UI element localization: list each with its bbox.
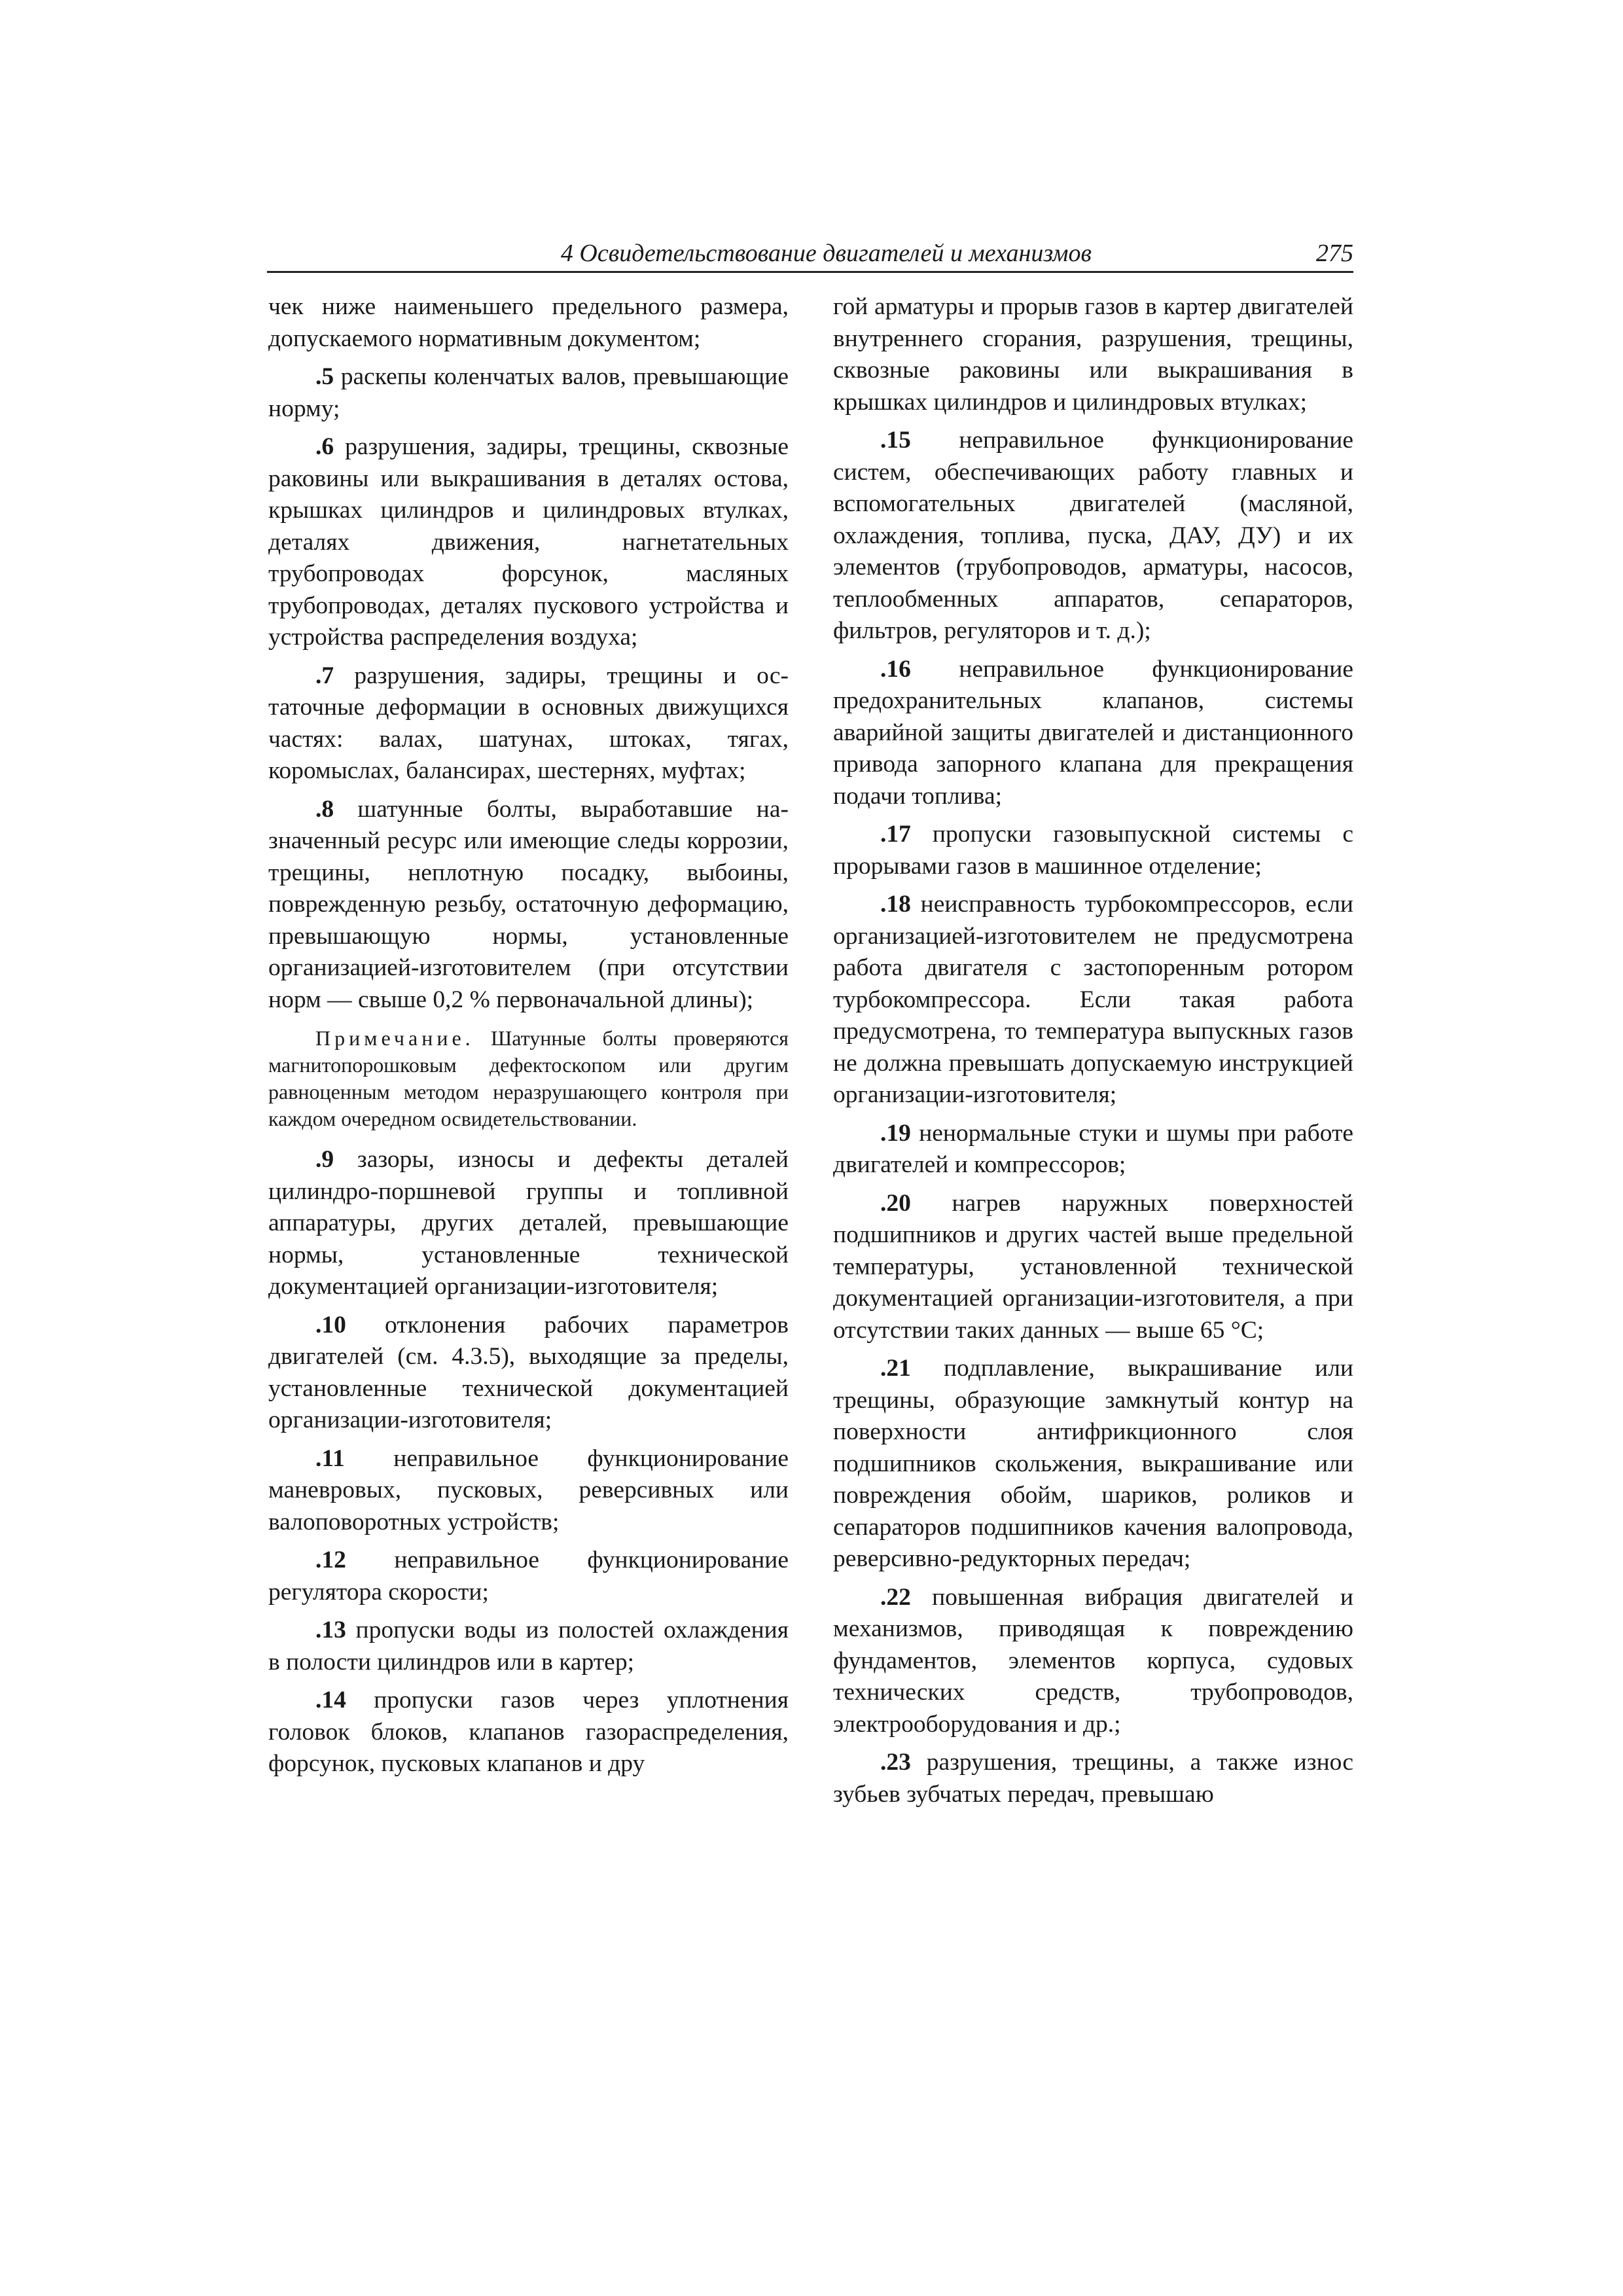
list-item [268,1685,789,1780]
note-paragraph [268,1025,789,1132]
list-item [268,660,789,787]
item-number: .7 [315,662,334,689]
item-number: .15 [880,427,911,454]
item-number: .12 [315,1547,346,1573]
item-text: неправильное функционирование предохранительных клапанов, системы аварийной защиты двигателей и дистанционного привода запорного клапана для прекращения подачи топлива; [833,655,1353,810]
left-column [268,291,789,1787]
item-text: пропуски газовыпускной системы с прорывами газов в машинное отделение; [833,821,1353,880]
item-number: .17 [880,821,911,848]
list-item [268,1615,789,1678]
item-number: .5 [315,363,334,390]
note-text: Шатунные болты проверяются магнитопорошковым дефектоскопом или другим равноценным методом неразрушающего контроля при каждом очередном освидетельствовании. [268,1026,789,1130]
list-item [833,425,1353,647]
item-number: .10 [315,1311,346,1338]
note-label: Примечание. [315,1026,474,1050]
item-text: пропуски газов через уплотнения головок блоков, клапанов газораспределения, форсунок, пусковых клапанов и дру [268,1687,789,1777]
item-text: ненормальные стуки и шумы при работе двигателей и компрессоров; [833,1119,1353,1178]
item-text: неправильное функционирование систем, обеспечивающих работу главных и вспомогательных двигателей (масляной, охлаждения, топлива, пуска, ДАУ, ДУ) и их элементов (трубопроводов, арматуры, насосов, теплообменных аппаратов, сепараторов, фильтров, регуляторов и т. д.); [833,427,1353,644]
item-number: .6 [315,433,334,460]
running-header [267,237,1353,273]
item-text: нагрев наружных поверхностей подшипников и других частей выше предельной температуры, установленной технической документацией организации-изготовителя, а при отсутствии таких данных — выше 65 °C; [833,1189,1353,1344]
chapter-title: 4 Освидетельствование двигателей и механизмов [560,240,1092,267]
item-text: пропуски воды из полостей охлаждения в полости цилиндров или в картер; [268,1617,789,1676]
right-column [833,291,1353,1817]
item-text: разрушения, задиры, трещины и остаточные деформации в основных движущихся частях: валах, шатунах, штоках, тягах, коромыслах, балансирах, шестернях, муфтах; [268,662,789,784]
list-item [268,1443,789,1539]
list-item [833,1747,1353,1810]
item-number: .20 [880,1189,911,1217]
item-text: неправильное функционирование маневровых, пусковых, реверсивных или валоповоротных устройств; [268,1444,789,1535]
list-item [833,1118,1353,1181]
list-item [268,1545,789,1608]
list-item [833,1582,1353,1741]
list-item [833,819,1353,882]
item-text: зазоры, износы и дефекты деталей цилиндро-поршневой группы и топливной аппаратуры, других деталей, превышающие нормы, установленные технической документацией организации-изготовителя; [268,1146,789,1300]
item-text: повышенная вибрация двигателей и механизмов, приводящая к повреждению фундаментов, элементов корпуса, судовых технических средств, трубопроводов, электрооборудования и др.; [833,1583,1353,1738]
continued-paragraph: чек ниже наименьшего предельного размера, допускаемого нормативным документом; [268,293,789,352]
item-text: шатунные болты, выработавшие назначенный ресурс или имеющие следы коррозии, трещины, неплотную посадку, выбоины, поврежденную резьбу, остаточную деформацию, превышающую нормы, установленные организацией-изготовителем (при отсутствии норм — свыше 0,2 % первоначальной длины); [268,795,789,1013]
item-text: неисправность турбокомпрессоров, если организацией-изготовителем не предусмотрена работа двигателя с застопоренным ротором турбокомпрессора. Если такая работа предусмотрена, то температура выпускных газов не должна превышать допускаемую инструкцией организации-изготовителя; [833,891,1353,1108]
list-item [268,361,789,425]
continued-paragraph: гой арматуры и прорыв газов в картер двигателей внутреннего сгорания, разрушения, трещины, сквозные раковины или выкрашивания в крышках цилиндров и цилиндровых втулках; [833,293,1353,416]
item-number: .11 [315,1444,345,1472]
item-number: .14 [315,1687,346,1713]
list-item [268,1144,789,1303]
item-number: .16 [880,655,911,683]
list-item [268,1310,789,1437]
item-text: разрушения, задиры, трещины, сквозные раковины или выкрашивания в деталях остова, крышках цилиндров и цилиндровых втулках, деталях движения, нагнетательных трубопроводах форсунок, масляных трубопроводах, деталях пускового устройства и устройства распределения воздуха; [268,433,789,651]
item-number: .8 [315,795,334,823]
item-number: .18 [880,891,911,918]
list-item [833,654,1353,813]
item-number: .22 [880,1583,911,1611]
item-text: разрушения, трещины, а также износ зубьев зубчатых передач, превышаю [833,1749,1353,1808]
list-item [833,889,1353,1111]
item-number: .19 [880,1119,911,1147]
item-number: .9 [315,1146,334,1173]
list-item [268,794,789,1016]
list-item [268,431,789,654]
list-item [833,1188,1353,1347]
list-item [833,1353,1353,1575]
item-text: раскепы коленчатых валов, превышающие норму; [268,363,789,422]
item-text: неправильное функционирование регулятора скорости; [268,1547,789,1605]
item-text: подплавление, выкрашивание или трещины, образующие замкнутый контур на поверхности антифрикционного слоя подшипников скольжения, выкрашивание или повреждения обойм, шариков, роликов и сепараторов подшипников качения валопровода, реверсивно-редукторных передач; [833,1355,1353,1572]
item-number: .23 [880,1749,911,1776]
item-number: .21 [880,1355,911,1382]
page-number: 275 [1316,240,1353,267]
item-number: .13 [315,1617,346,1643]
item-text: отклонения рабочих параметров двигателей (см. 4.3.5), выходящие за пределы, установленные технической документацией организации-изготовителя; [268,1311,789,1433]
